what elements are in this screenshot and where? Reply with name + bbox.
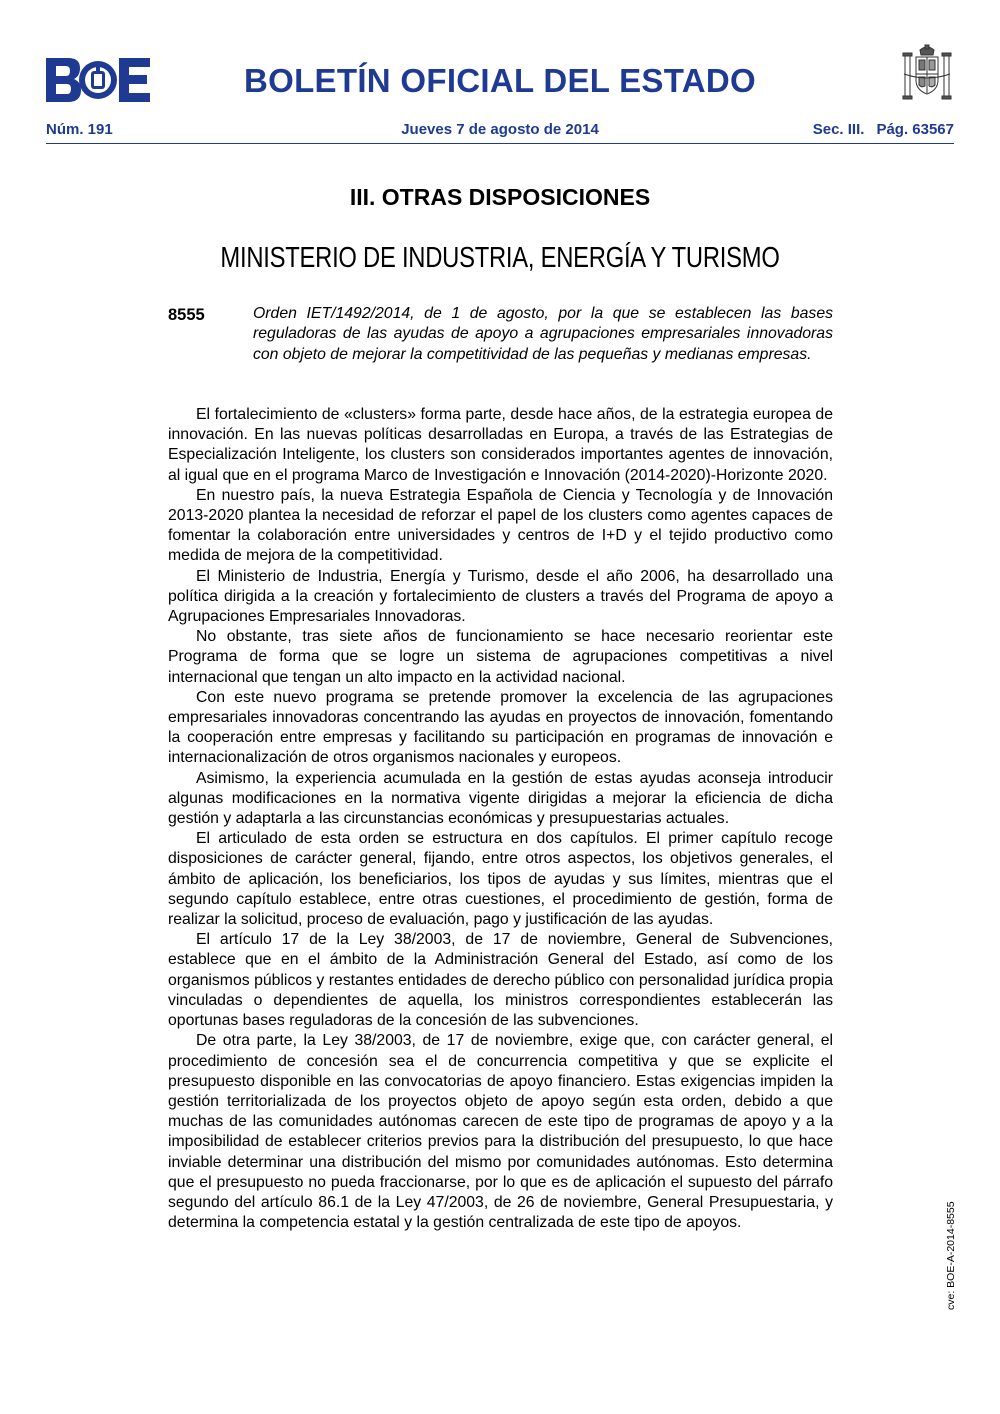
spanish-coat-of-arms-icon — [900, 44, 954, 106]
section-page — [813, 121, 954, 138]
disposition-number: 8555 — [168, 306, 205, 324]
paragraph: En nuestro país, la nueva Estrategia Española de Ciencia y Tecnología y de Innovación 2013-2020 plantea la necesidad de reforzar el papel de los clusters como agentes capaces de fomentar la colaboración entre universidades y centros de I+D y el tejido productivo como medida de mejora de la competitividad. — [168, 486, 833, 565]
section-title: III. OTRAS DISPOSICIONES — [349, 184, 651, 210]
paragraph: Asimismo, la experiencia acumulada en la gestión de estas ayudas aconseja introducir algunas modificaciones en la normativa vigente dirigidas a mejorar la eficiencia de dicha gestión y adaptarla a las circunstancias económicas y presupuestarias actuales. — [168, 769, 833, 828]
issue-number: Núm. 191 — [46, 121, 113, 138]
header-rule — [46, 143, 954, 144]
paragraph: El fortalecimiento de «clusters» forma parte, desde hace años, de la estrategia europea de innovación. En las nuevas políticas desarrolladas en Europa, a través de las Estrategias de Especialización Inteligente, los clusters son considerados importantes agentes de innovación, al igual que en el programa Marco de Investigación e Innovación (2014-2020)-Horizonte 2020. — [168, 406, 833, 484]
cve-identifier: cve: BOE-A-2014-8555 — [945, 1201, 957, 1310]
paragraph: El articulado de esta orden se estructura en dos capítulos. El primer capítulo recoge disposiciones de carácter general, fijando, entre otros aspectos, los objetivos generales, el ámbito de aplicación, los beneficiarios, los tipos de ayudas y sus límites, mientras que el segundo capítulo establece, entre otras cuestiones, el procedimiento de gestión, forma de realizar la solicitud, proceso de evaluación, pago y justificación de las ayudas. — [168, 830, 833, 929]
boe-logo-icon — [46, 58, 150, 102]
header-meta — [46, 121, 954, 141]
issue-date: Jueves 7 de agosto de 2014 — [401, 121, 599, 138]
section-label: Sec. III. — [812, 121, 865, 138]
paragraph: De otra parte, la Ley 38/2003, de 17 de noviembre, exige que, con carácter general, el procedimiento de concesión sea el de concurrencia competitiva y que se explicite el presupuesto disponible en las convocatorias de apoyo financiero. Estas exigencias impiden la gestión territorializada de los proyectos objeto de apoyo según esta orden, debido a que muchas de las comunidades autónomas carecen de este tipo de programas de apoyo y a la imposibilidad de establecer criterios previos para la distribución del presupuesto, lo que hace inviable determinar una distribución del mismo por comunidades autónomas. Esto determina que el presupuesto no pueda fraccionarse, por lo que es de aplicación el supuesto del párrafo segundo del artículo 86.1 de la Ley 47/2003, de 26 de noviembre, General Presupuestaria, y determina la competencia estatal y la gestión centralizada de este tipo de apoyos. — [168, 1032, 833, 1232]
paragraph: El artículo 17 de la Ley 38/2003, de 17 de noviembre, General de Subvenciones, establece que en el ámbito de la Administración General del Estado, así como de los organismos públicos y restantes entidades de derecho público con personalidad jurídica propia vinculadas o dependientes de aquella, los ministros correspondientes establecerán las oportunas bases reguladoras de la concesión de las subvenciones. — [168, 931, 833, 1030]
disposition-title: Orden IET/1492/2014, de 1 de agosto, por la que se establecen las bases reguladoras de las ayudas de apoyo a agrupaciones empresariales innovadoras con objeto de mejorar la competitividad de las pequeñas y medianas empresas. — [253, 305, 833, 363]
page-number: Pág. 63567 — [876, 121, 954, 138]
paragraph: El Ministerio de Industria, Energía y Turismo, desde el año 2006, ha desarrollado una política dirigida a la creación y fortalecimiento de clusters a través del Programa de apoyo a Agrupaciones Empresariales Innovadoras. — [168, 567, 833, 626]
site-title: BOLETÍN OFICIAL DEL ESTADO — [244, 62, 756, 99]
paragraph: No obstante, tras siete años de funcionamiento se hace necesario reorientar este Programa de forma que se logre un sistema de agrupaciones competitivas a nivel internacional que tengan un alto impacto en la actividad nacional. — [168, 628, 833, 686]
ministry-title: MINISTERIO DE INDUSTRIA, ENERGÍA Y TURISMO — [220, 242, 780, 274]
paragraph: Con este nuevo programa se pretende promover la excelencia de las agrupaciones empresariales innovadoras concentrando las ayudas en proyectos de innovación, fomentando la cooperación entre empresas y facilitando su participación en programas de innovación e internacionalización de otros organismos nacionales y europeos. — [168, 688, 833, 767]
document-body — [168, 405, 833, 1233]
